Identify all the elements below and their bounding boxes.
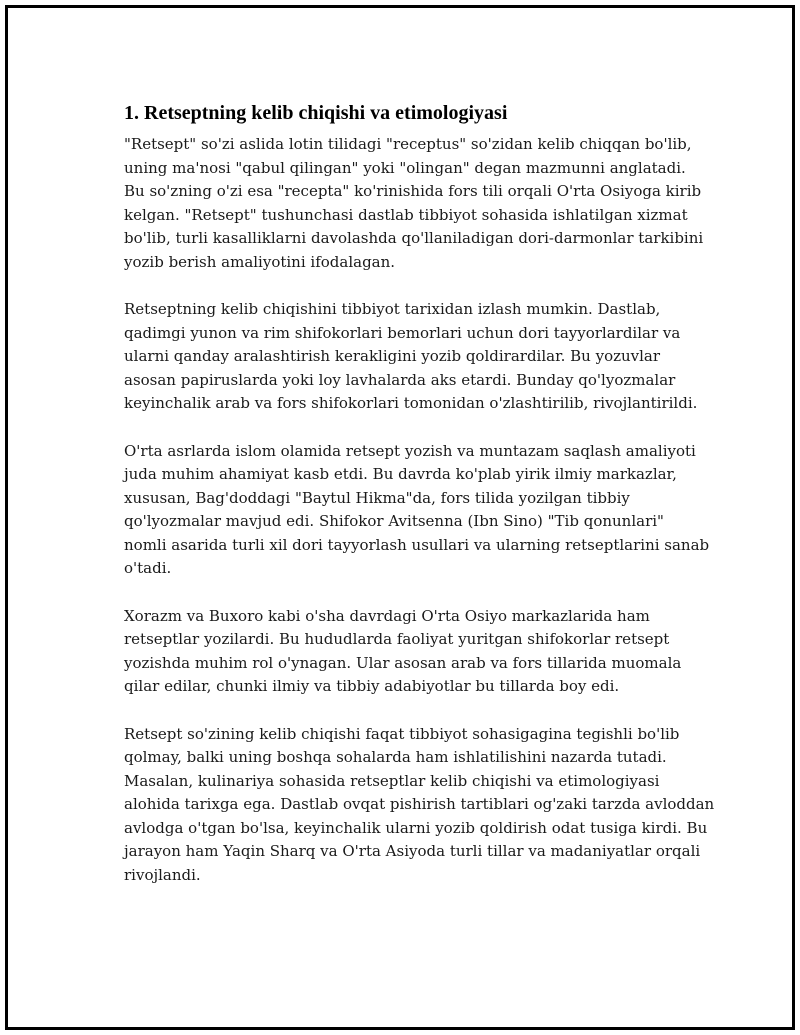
- text-line: O'rta asrlarda islom olamida retsept yozish va muntazam saqlash amaliyoti: [124, 441, 696, 460]
- text-line: yozib berish amaliyotini ifodalagan.: [124, 252, 396, 271]
- paragraph-medical-history: [124, 298, 704, 416]
- section-heading: 1. Retseptning kelib chiqishi va etimologiyasi: [124, 102, 508, 124]
- document-page: [5, 5, 795, 1030]
- document-body: [124, 100, 715, 911]
- paragraph-middle-ages: [124, 440, 710, 581]
- text-line: nomli asarida turli xil dori tayyorlash usullari va ularning retseptlarini sanab: [124, 535, 710, 554]
- text-line: Xorazm va Buxoro kabi o'sha davrdagi O'rta Osiyo markazlarida ham: [124, 606, 650, 625]
- text-line: retseptlar yozilardi. Bu hududlarda faoliyat yuritgan shifokorlar retsept: [124, 630, 670, 648]
- text-line: xususan, Bag'doddagi "Baytul Hikma"da, fors tilida yozilgan tibbiy: [124, 488, 630, 507]
- text-line: kelgan. "Retsept" tushunchasi dastlab tibbiyot sohasida ishlatilgan xizmat: [124, 205, 688, 224]
- text-line: rivojlandi.: [124, 865, 201, 884]
- text-line: Retseptning kelib chiqishini tibbiyot tarixidan izlash mumkin. Dastlab,: [124, 300, 661, 318]
- text-line: juda muhim ahamiyat kasb etdi. Bu davrda ko'plab yirik ilmiy markazlar,: [124, 465, 677, 483]
- text-line: asosan papiruslarda yoki loy lavhalarda aks etardi. Bunday qo'lyozmalar: [124, 370, 676, 389]
- text-line: "Retsept" so'zi aslida lotin tilidagi "receptus" so'zidan kelib chiqqan bo'lib,: [124, 135, 692, 153]
- text-line: uning ma'nosi "qabul qilingan" yoki "olingan" degan mazmunni anglatadi.: [124, 158, 686, 177]
- text-line: o'tadi.: [124, 559, 172, 577]
- text-line: yozishda muhim rol o'ynagan. Ular asosan arab va fors tillarida muomala: [124, 653, 682, 672]
- text-line: Bu so'zning o'zi esa "recepta" ko'rinishida fors tili orqali O'rta Osiyoga kirib: [124, 182, 702, 200]
- paragraph-central-asia: [124, 605, 704, 699]
- paragraph-culinary: [124, 723, 715, 888]
- text-line: alohida tarixga ega. Dastlab ovqat pishirish tartiblari og'zaki tarzda avloddan: [124, 795, 715, 813]
- text-line: bo'lib, turli kasalliklarni davolashda qo'llaniladigan dori-darmonlar tarkibini: [124, 229, 704, 247]
- text-line: qilar edilar, chunki ilmiy va tibbiy adabiyotlar bu tillarda boy edi.: [124, 677, 620, 695]
- text-line: jarayon ham Yaqin Sharq va O'rta Asiyoda turli tillar va madaniyatlar orqali: [124, 842, 701, 860]
- text-line: keyinchalik arab va fors shifokorlari tomonidan o'zlashtirilib, rivojlantirildi.: [124, 394, 698, 412]
- text-line: avlodga o'tgan bo'lsa, keyinchalik ularni yozib qoldirish odat tusiga kirdi. Bu: [124, 818, 708, 837]
- text-line: qadimgi yunon va rim shifokorlari bemorlari uchun dori tayyorlardilar va: [124, 323, 681, 342]
- paragraph-etymology: [124, 133, 704, 274]
- text-line: ularni qanday aralashtirish kerakligini yozib qoldirardilar. Bu yozuvlar: [124, 347, 661, 365]
- text-line: Masalan, kulinariya sohasida retseptlar kelib chiqishi va etimologiyasi: [124, 771, 660, 790]
- text-line: qo'lyozmalar mavjud edi. Shifokor Avitsenna (Ibn Sino) "Tib qonunlari": [124, 512, 664, 530]
- text-line: qolmay, balki uning boshqa sohalarda ham ishlatilishini nazarda tutadi.: [124, 748, 667, 766]
- text-line: Retsept so'zining kelib chiqishi faqat tibbiyot sohasigagina tegishli bo'lib: [124, 724, 680, 743]
